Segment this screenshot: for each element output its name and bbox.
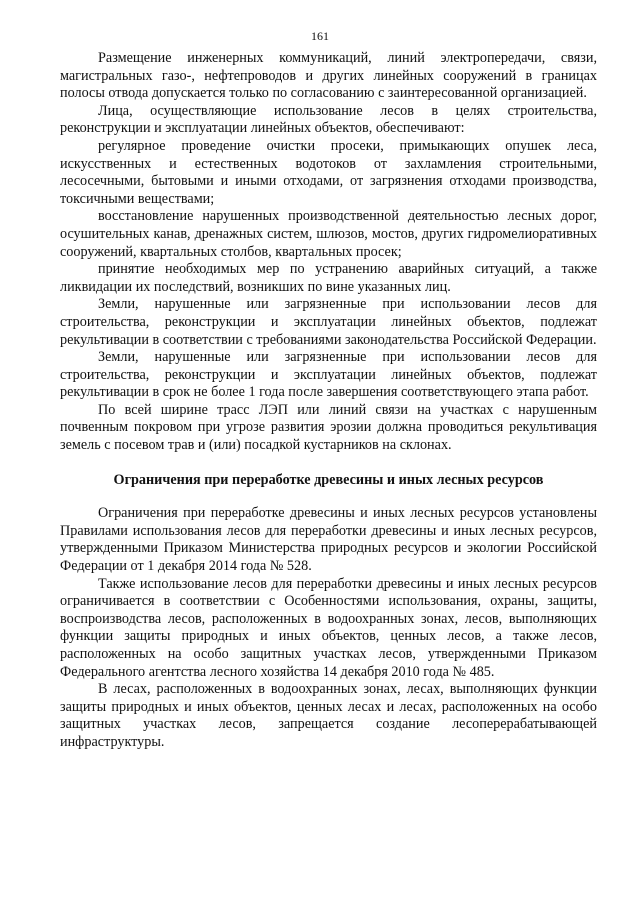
page-body [60,50,597,752]
paragraph-recultivation-law: Земли, нарушенные или загрязненные при использовании лесов для строительства, реконструкции и эксплуатации линейных объектов, подлежат рекультивации в соответствии с требованиями законодательства Российской Федерации. [60,296,597,348]
paragraph-recultivation-term: Земли, нарушенные или загрязненные при использовании лесов для строительства, реконструкции и эксплуатации линейных объектов, подлежат рекультивации в срок не более 1 года после завершения соответствующего этапа работ. [60,349,597,401]
paragraph-emergency-measures: принятие необходимых мер по устранению аварийных ситуаций, а также ликвидации их последствий, возникших по вине указанных лиц. [60,261,597,295]
paragraph-processing-rules: Ограничения при переработке древесины и иных лесных ресурсов установлены Правилами использования лесов для переработки древесины и иных лесных ресурсов, утвержденными Приказом Министерства природных ресурсов и экологии Российской Федерации от 1 декабря 2014 года № 528. [60,505,597,575]
paragraph-infrastructure-ban: В лесах, расположенных в водоохранных зонах, лесах, выполняющих функции защиты природных и иных объектов, ценных лесах и лесах, расположенных на особо защитных участках лесов, запрещается создание лесоперерабатывающей инфраструктуры. [60,681,597,750]
paragraph-restoration: восстановление нарушенных производственной деятельностью лесных дорог, осушительных канав, дренажных систем, шлюзов, мостов, других гидромелиоративных сооружений, квартальных столбов, квартальных просек; [60,208,597,260]
paragraph-clearing-cleanup: регулярное проведение очистки просеки, примыкающих опушек леса, искусственных и естественных водотоков от захламления строительными, лесосечными, бытовыми и иными отходами, от загрязнения отходами производства, токсичными веществами; [60,137,597,207]
paragraph-obligations-intro: Лица, осуществляющие использование лесов в целях строительства, реконструкции и эксплуатации линейных объектов, обеспечивают: [60,102,597,137]
page-number: 161 [311,29,329,43]
section-heading-wood-processing: Ограничения при переработке древесины и иных лесных ресурсов [113,471,544,488]
paragraph-erosion-recultivation: По всей ширине трасс ЛЭП или линий связи на участках с нарушенным почвенным покровом при угрозе развития эрозии должна проводиться рекультивация земель с посевом трав и (или) посадкой кустарников на склонах. [60,401,597,454]
paragraph-processing-restrictions: Также использование лесов для переработки древесины и иных лесных ресурсов ограничивается в соответствии с Особенностями использования, охраны, защиты, воспроизводства лесов, расположенных в водоохранных зонах, лесов, выполняющих функции защиты природных и иных объектов, ценных лесов, а также лесов, расположенных на особо защитных участках лесов, утвержденными Приказом Федерального агентства лесного хозяйства 14 декабря 2010 года № 485. [60,575,597,680]
paragraph-utilities-placement: Размещение инженерных коммуникаций, линий электропередачи, связи, магистральных газо-, нефтепроводов и других линейных сооружений в границах полосы отвода допускается только по согласованию с заинтересованной организацией. [60,50,597,102]
